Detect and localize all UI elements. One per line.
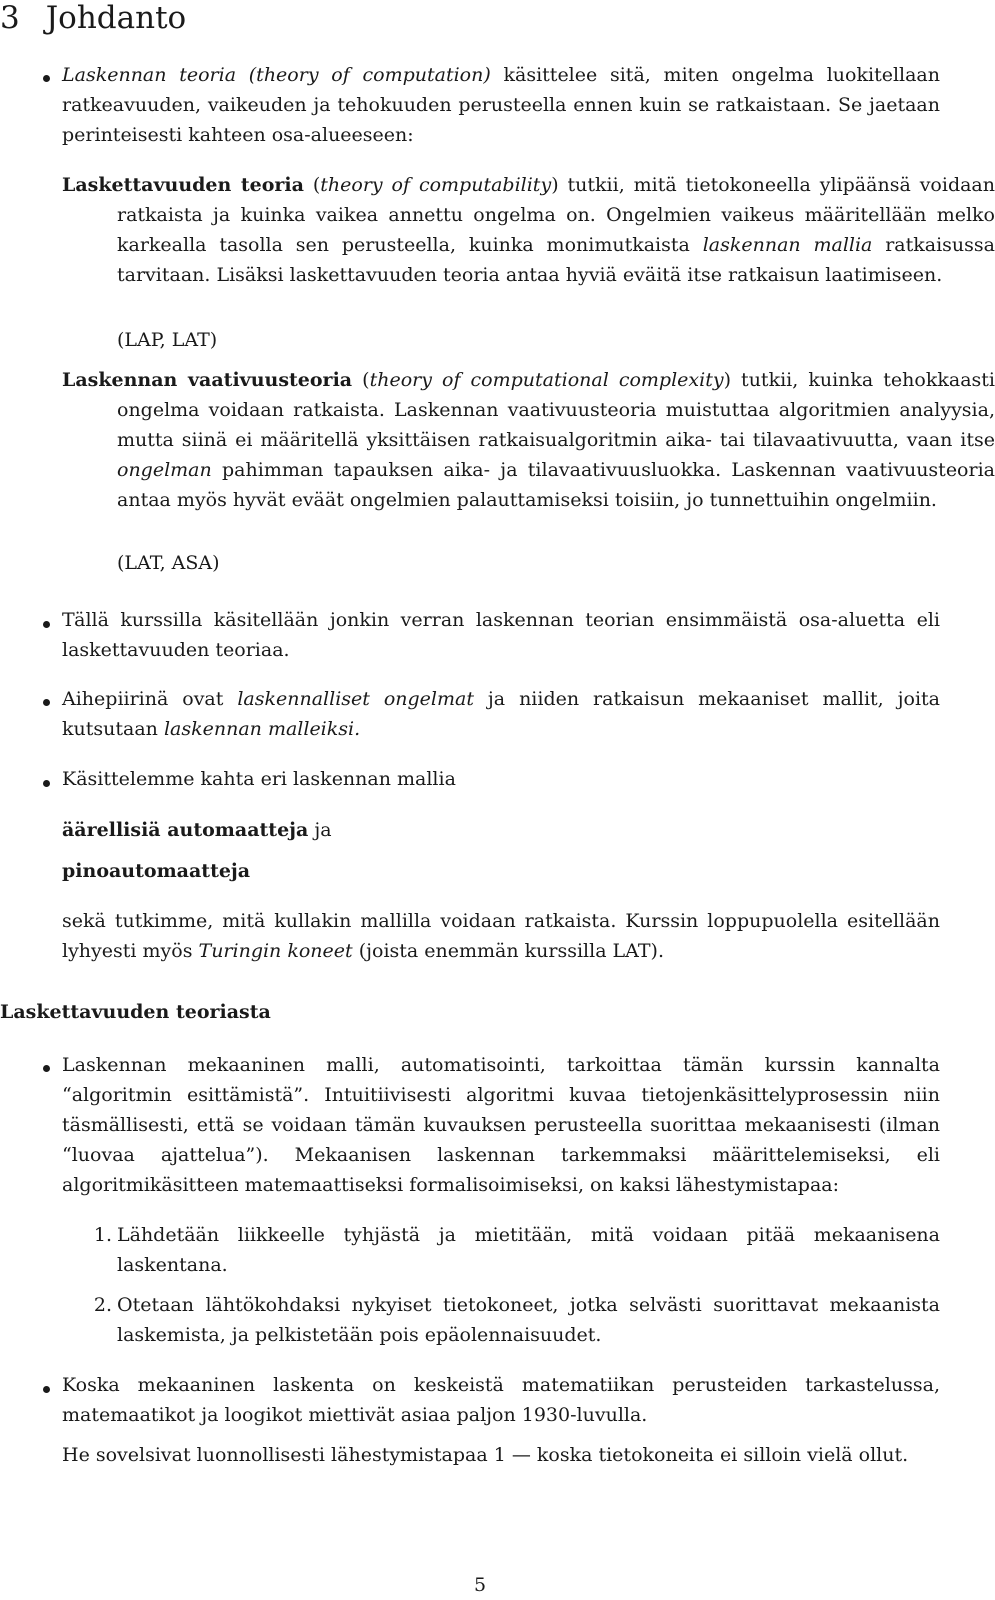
section-title — [0, 0, 186, 36]
bullet-paragraph-2: Tällä kurssilla käsitellään jonkin verran laskennan teorian ensimmäistä osa-aluetta eli laskettavuuden teoriaa. — [62, 609, 940, 661]
bullet-paragraph-6: Koska mekaaninen laskenta on keskeistä matematiikan perusteiden tarkastelussa, matemaatikot ja loogikot miettivät asiaa paljon 1930-luvulla. — [62, 1374, 940, 1426]
def1-italic-1: theory of computability — [320, 174, 552, 196]
def2-text-1: ( — [352, 369, 370, 391]
b3-text-2: ja niiden ratkaisun mekaaniset mallit, joita kutsutaan — [62, 688, 940, 740]
b4-text-2: (joista enemmän kurssilla LAT). — [352, 940, 664, 962]
list-number-1: 1. — [93, 1224, 112, 1246]
page-number: 5 — [473, 1574, 487, 1596]
subsection-title: Laskettavuuden teoriasta — [0, 1001, 271, 1023]
bullet-icon — [43, 1065, 50, 1072]
b4-text-1: sekä tutkimme, mitä kullakin mallilla voidaan ratkaista. Kurssin loppupuolella esitellään lyhyesti myös — [62, 910, 940, 962]
def1-text-3: ratkaisussa tarvitaan. Lisäksi laskettavuuden teoria antaa hyviä eväitä itse ratkaisun laatimiseen. — [117, 234, 995, 286]
list-item-2: Otetaan lähtökohdaksi nykyiset tietokoneet, jotka selvästi suorittavat mekaanista laskemista, ja pelkistetään pois epäolennaisuudet. — [117, 1294, 940, 1346]
list-item-1: Lähdetään liikkeelle tyhjästä ja mietitään, mitä voidaan pitää mekaanisena laskentana. — [117, 1224, 940, 1276]
bullet-icon — [43, 1386, 50, 1393]
model-line-1 — [62, 815, 332, 845]
bullet-1-text: käsittelee sitä, miten ongelma luokitellaan ratkeavuuden, vaikeuden ja tehokuuden perusteella ennen kuin se ratkaistaan. Se jaetaan perinteisesti kahteen osa-alueeseen: — [62, 64, 941, 146]
def2-text-2: ) tutkii, kuinka tehokkaasti ongelma voidaan ratkaista. Laskennan vaativuusteoria muistuttaa algoritmien analyysia, mutta siinä ei määritellä yksittäisen ratkaisualgoritmin aika- tai tilavaativuutta, vaan itse — [117, 369, 995, 451]
list-number-2: 2. — [93, 1294, 112, 1316]
model-line-1-suffix: ja — [308, 819, 332, 841]
def1-italic-2: laskennan mallia — [702, 234, 873, 256]
b4-italic-1: Turingin koneet — [198, 940, 353, 962]
bullet-6-continuation: He sovelsivat luonnollisesti lähestymistapaa 1 — koska tietokoneita ei silloin vielä ollut. — [62, 1444, 909, 1466]
bullet-paragraph-5: Laskennan mekaaninen malli, automatisointi, tarkoittaa tämän kurssin kannalta “algoritmin esittämistä”. Intuitiivisesti algoritmi kuvaa tietojenkäsittelyprosessin niin täsmällisesti, että se voidaan tämän kuvauksen perusteella suorittaa mekaanisesti (ilman “luovaa ajattelua”). Mekaanisen laskennan tarkemmaksi määrittelemiseksi, eli algoritmikäsitteen matemaattiseksi formalisoimiseksi, on kaksi lähestymistapaa: — [62, 1054, 940, 1196]
bullet-paragraph-4: Käsittelemme kahta eri laskennan mallia — [62, 768, 456, 790]
term-laskettavuuden-teoria: Laskettavuuden teoria — [62, 174, 304, 196]
term-laskennan-vaativuusteoria: Laskennan vaativuusteoria — [62, 369, 353, 391]
reference-lap-lat: (LAP, LAT) — [117, 329, 218, 351]
bullet-paragraph-1 — [62, 60, 940, 150]
definition-vaativuus — [62, 365, 995, 515]
def2-italic-1: theory of computational complexity — [369, 369, 724, 391]
bullet-icon — [43, 780, 50, 787]
bullet-4-continuation — [62, 906, 940, 966]
model-pushdown-automata: pinoautomaatteja — [62, 860, 251, 882]
def2-text-3: pahimman tapauksen aika- ja tilavaativuusluokka. Laskennan vaativuusteoria antaa myös hyvät eväät ongelmien palauttamiseksi toisiin, jo tunnettuihin ongelmiin. — [117, 459, 995, 511]
b3-text-1: Aihepiirinä ovat — [62, 688, 238, 710]
def2-italic-2: ongelman — [117, 459, 212, 481]
b3-italic-1: laskennalliset ongelmat — [237, 688, 474, 710]
bullet-icon — [43, 621, 50, 628]
section-number: 3 — [0, 0, 20, 36]
b3-italic-2: laskennan malleiksi. — [163, 718, 361, 740]
bullet-paragraph-3 — [62, 684, 940, 744]
reference-lat-asa: (LAT, ASA) — [117, 552, 220, 574]
term-laskennan-teoria: Laskennan teoria (theory of computation) — [62, 64, 491, 86]
def1-text-2: ) tutkii, mitä tietokoneella ylipäänsä voidaan ratkaista ja kuinka vaikea annettu ongelma on. Ongelmien vaikeus määritellään melko karkealla tasolla sen perusteella, kuinka monimutkaista — [117, 174, 995, 256]
bullet-icon — [43, 699, 50, 706]
section-title-text: Johdanto — [45, 0, 187, 36]
bullet-icon — [43, 75, 50, 82]
def1-text-1: ( — [303, 174, 321, 196]
definition-laskettavuus — [62, 170, 995, 290]
model-finite-automata: äärellisiä automaatteja — [62, 819, 309, 841]
